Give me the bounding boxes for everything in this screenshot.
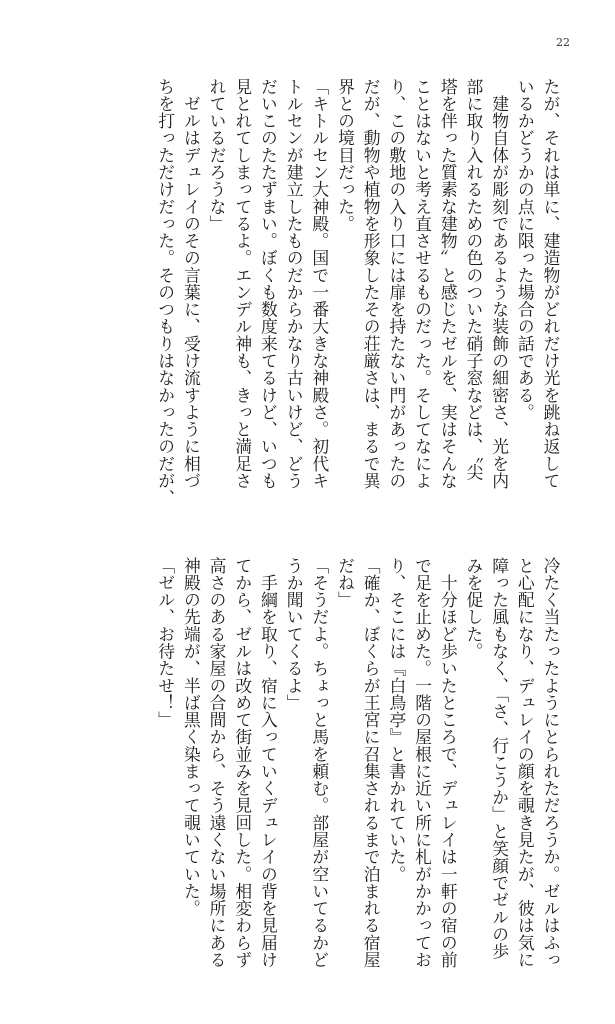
text-line: 手綱を取り、宿に入っていくデュレイの背を見届け xyxy=(258,557,279,969)
text-line: り、そこには『白鳥亭』と書かれていた。 xyxy=(386,557,407,883)
text-line: 「そうだよ。ちょっと馬を頼む。部屋が空いてるかど xyxy=(309,557,330,969)
text-line: 神殿の先端が、半ば黒く染まって覗いていた。 xyxy=(181,557,202,917)
upper-text-block xyxy=(113,78,563,508)
lower-text-block xyxy=(113,557,563,967)
text-line: と心配になり、デュレイの顔を覗き見たが、彼は気に xyxy=(515,557,536,969)
text-line: 「ゼル、お待たせ！」 xyxy=(155,557,176,729)
text-line: ゼルはデュレイのその言葉に、受け流すように相づ xyxy=(181,78,202,490)
text-line: 塔を伴った質素な建物〟と感じたゼルを、実はそんな xyxy=(438,78,459,490)
text-line: ことはないと考え直させるものだった。そしてなによ xyxy=(412,78,433,490)
text-line: 冷たく当たったようにとられただろうか。ゼルはふっ xyxy=(541,557,561,969)
text-line: 界との境目だった。 xyxy=(335,78,356,233)
text-line: ちを打っただけだった。そのつもりはなかったのだが、 xyxy=(155,78,176,507)
text-line: 「確か、ぼくらが王宮に召集されるまで泊まれる宿屋 xyxy=(361,557,382,969)
text-line: 部に取り入れるための色のついた硝子窓などは、〝尖 xyxy=(463,78,484,481)
text-line: 高さのある家屋の合間から、そう遠くない場所にある xyxy=(207,557,228,969)
text-line: いるかどうかの点に限った場合の話である。 xyxy=(515,78,536,421)
text-line: 十分ほど歩いたところで、デュレイは一軒の宿の前 xyxy=(438,557,459,969)
text-line: だね」 xyxy=(335,557,356,609)
page-number: 22 xyxy=(556,36,570,49)
text-line: 障った風もなく、「さ、行こうか」と笑顔でゼルの歩 xyxy=(489,557,510,960)
text-line: てから、ゼルは改めて街並みを見回した。相変わらず xyxy=(232,557,253,969)
text-line: 見とれてしまってるよ。エンデル神も、きっと満足さ xyxy=(232,78,253,490)
text-line: れているだろうな」 xyxy=(207,78,228,233)
text-line: だが、動物や植物を形象したその荘厳さは、まるで異 xyxy=(361,78,382,490)
text-line: で足を止めた。一階の屋根に近い所に札がかかってお xyxy=(412,557,433,969)
text-line: たが、それは単に、建造物がどれだけ光を跳ね返して xyxy=(541,78,561,490)
text-line: り、この敷地の入り口には扉を持たない門があったの xyxy=(386,78,407,490)
text-line: みを促した。 xyxy=(463,557,484,660)
text-line: うか聞いてくるよ」 xyxy=(284,557,305,712)
text-line: トルセンが建立したものだからかなり古いけど、どう xyxy=(284,78,305,490)
text-line: だいこのたたずまい。ぼくも数度来てるけど、いつも xyxy=(258,78,279,490)
text-line: 建物自体が彫刻であるような装飾の細密さ、光を内 xyxy=(489,78,510,490)
text-line: 「キトルセン大神殿。国で一番大きな神殿さ。初代キ xyxy=(309,78,330,490)
